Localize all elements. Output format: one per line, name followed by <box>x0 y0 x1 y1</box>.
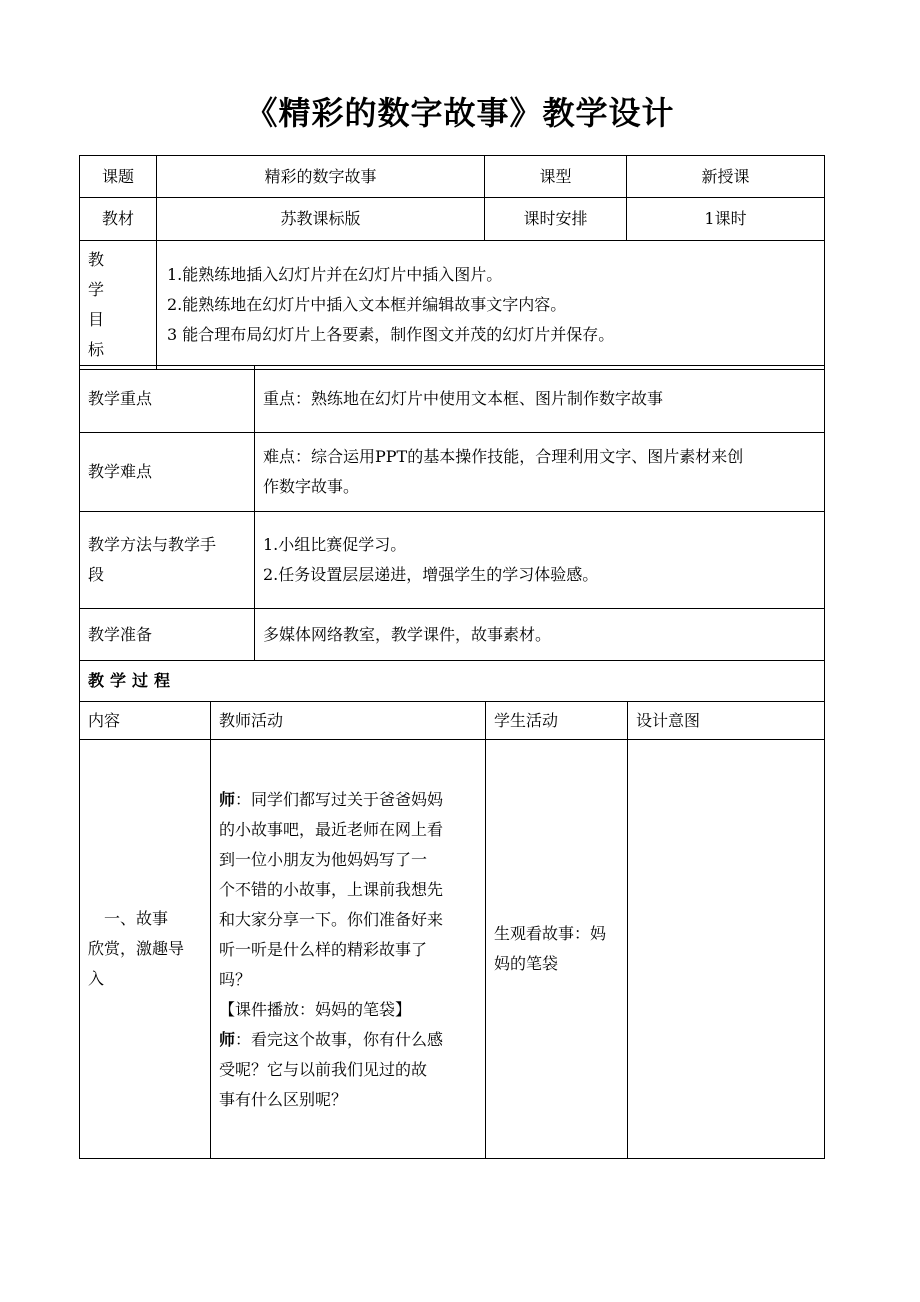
row-content: 一、故事 欣赏，激趣导 入 <box>80 740 211 1159</box>
textbook-value: 苏教课标版 <box>157 198 485 241</box>
methods-label: 教学方法与教学手 段 <box>80 512 255 609</box>
topic-label: 课题 <box>80 156 157 198</box>
info-table <box>79 155 825 370</box>
teacher-prefix: 师 <box>219 1030 236 1049</box>
topic-value: 精彩的数字故事 <box>157 156 485 198</box>
goals-list <box>157 241 825 370</box>
teacher-prefix: 师 <box>219 790 236 809</box>
courseware-note: 【课件播放：妈妈的笔袋】 <box>219 1000 412 1019</box>
row-design-intent <box>628 740 825 1159</box>
process-table <box>79 660 825 1159</box>
col-teacher: 教师活动 <box>211 702 486 740</box>
key-point-text: 重点：熟练地在幻灯片中使用文本框、图片制作数字故事 <box>255 366 825 433</box>
goal-item: 2.能熟练地在幻灯片中插入文本框并编辑故事文字内容。 <box>167 295 567 314</box>
hours-label: 课时安排 <box>485 198 627 241</box>
difficulty-text: 难点：综合运用PPT的基本操作技能，合理利用文字、图片素材来创 作数字故事。 <box>255 433 825 512</box>
goal-item: 3 能合理布局幻灯片上各要素，制作图文并茂的幻灯片并保存。 <box>167 325 615 344</box>
col-intent: 设计意图 <box>628 702 825 740</box>
process-heading: 教学过程 <box>80 661 825 702</box>
row-teacher-activity: 师：同学们都写过关于爸爸妈妈 的小故事吧，最近老师在网上看 到一位小朋友为他妈妈写了一 个不错的小故事，上课前我想先 和大家分享一下。你们准备好来 听一听是什么样的精彩故事了 吗？ 【课件播放：妈妈的笔袋】 师：看完这个故事，你有什么感 受呢？它与以前我们见过的故 事有什么区别呢？ <box>211 740 486 1159</box>
key-point-label: 教学重点 <box>80 366 255 433</box>
method-item: 1.小组比赛促学习。 <box>263 535 407 554</box>
type-label: 课型 <box>485 156 627 198</box>
type-value: 新授课 <box>627 156 825 198</box>
page-title: 《精彩的数字故事》教学设计 <box>245 94 675 132</box>
plan-table <box>79 365 825 661</box>
col-student: 学生活动 <box>486 702 628 740</box>
method-item: 2.任务设置层层递进，增强学生的学习体验感。 <box>263 565 599 584</box>
col-content: 内容 <box>80 702 211 740</box>
methods-list <box>255 512 825 609</box>
preparation-label: 教学准备 <box>80 609 255 661</box>
goal-item: 1.能熟练地插入幻灯片并在幻灯片中插入图片。 <box>167 265 503 284</box>
textbook-label: 教材 <box>80 198 157 241</box>
goals-label: 教 学 目 标 <box>80 241 157 370</box>
preparation-text: 多媒体网络教室，教学课件，故事素材。 <box>255 609 825 661</box>
hours-value: 1课时 <box>627 198 825 241</box>
difficulty-label: 教学难点 <box>80 433 255 512</box>
row-student-activity: 生观看故事：妈 妈的笔袋 <box>486 740 628 1159</box>
